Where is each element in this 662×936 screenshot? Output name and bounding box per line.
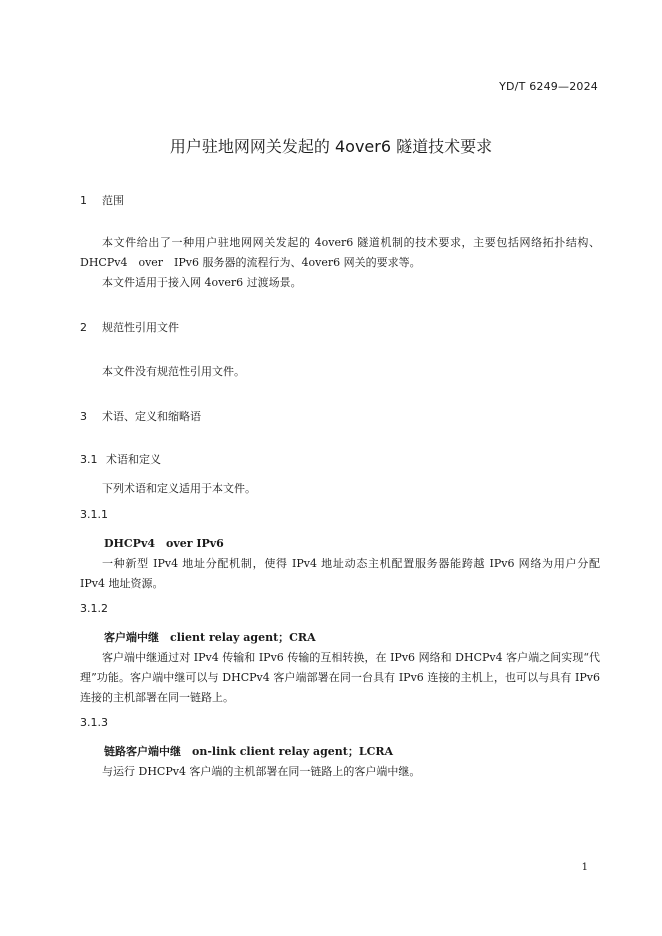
term-chinese: 链路客户端中继 — [104, 745, 181, 758]
section-2-heading — [80, 319, 179, 335]
section-number: 2 — [80, 321, 87, 334]
term-3-1-2-definition: 客户端中继通过对 IPv4 传输和 IPv6 传输的互相转换，在 IPv6 网络和 DHCPv4 客户端之间实现“代理”功能。客户端中继可以与 DHCPv4 客户端部署在同一台具有 IPv6 连接的主机上，也可以与具有 IPv6 连接的主机部署在同一链路上。 — [80, 651, 600, 704]
standard-number: YD/T 6249—2024 — [499, 80, 598, 93]
term-3-1-3-number: 3.1.3 — [80, 716, 108, 729]
section-3-heading — [80, 408, 201, 424]
section-title: 术语和定义 — [106, 453, 161, 466]
section-number: 3.1 — [80, 453, 98, 466]
term-3-1-1-name: DHCPv4 over IPv6 — [104, 537, 224, 550]
document-title: 用户驻地网网关发起的 4over6 隧道技术要求 — [169, 137, 493, 156]
term-3-1-2-name — [104, 629, 316, 645]
section-3-1-heading — [80, 451, 161, 467]
term-english: on-link client relay agent；LCRA — [192, 745, 394, 758]
section-number: 3 — [80, 410, 87, 423]
section-1-heading — [80, 192, 124, 208]
section-2-paragraph-1: 本文件没有规范性引用文件。 — [102, 365, 245, 378]
term-english: client relay agent；CRA — [170, 631, 316, 644]
section-title: 术语、定义和缩略语 — [102, 410, 201, 423]
term-3-1-2-number: 3.1.2 — [80, 602, 108, 615]
term-3-1-3-definition: 与运行 DHCPv4 客户端的主机部署在同一链路上的客户端中继。 — [102, 765, 421, 778]
section-number: 1 — [80, 194, 87, 207]
section-1-paragraph-2: 本文件适用于接入网 4over6 过渡场景。 — [102, 276, 302, 289]
page-number: 1 — [581, 862, 588, 873]
section-title: 范围 — [102, 194, 124, 207]
section-1-paragraph-1: 本文件给出了一种用户驻地网网关发起的 4over6 隧道机制的技术要求，主要包括网络拓扑结构、DHCPv4 over IPv6 服务器的流程行为、4over6 网关的要求等。 — [80, 236, 600, 269]
term-chinese: 客户端中继 — [104, 631, 159, 644]
section-title: 规范性引用文件 — [102, 321, 179, 334]
term-3-1-1-definition: 一种新型 IPv4 地址分配机制，使得 IPv4 地址动态主机配置服务器能跨越 IPv6 网络为用户分配 IPv4 地址资源。 — [80, 557, 600, 590]
term-3-1-1-number: 3.1.1 — [80, 508, 108, 521]
term-3-1-3-name — [104, 743, 393, 759]
section-3-1-paragraph-1: 下列术语和定义适用于本文件。 — [102, 482, 256, 495]
